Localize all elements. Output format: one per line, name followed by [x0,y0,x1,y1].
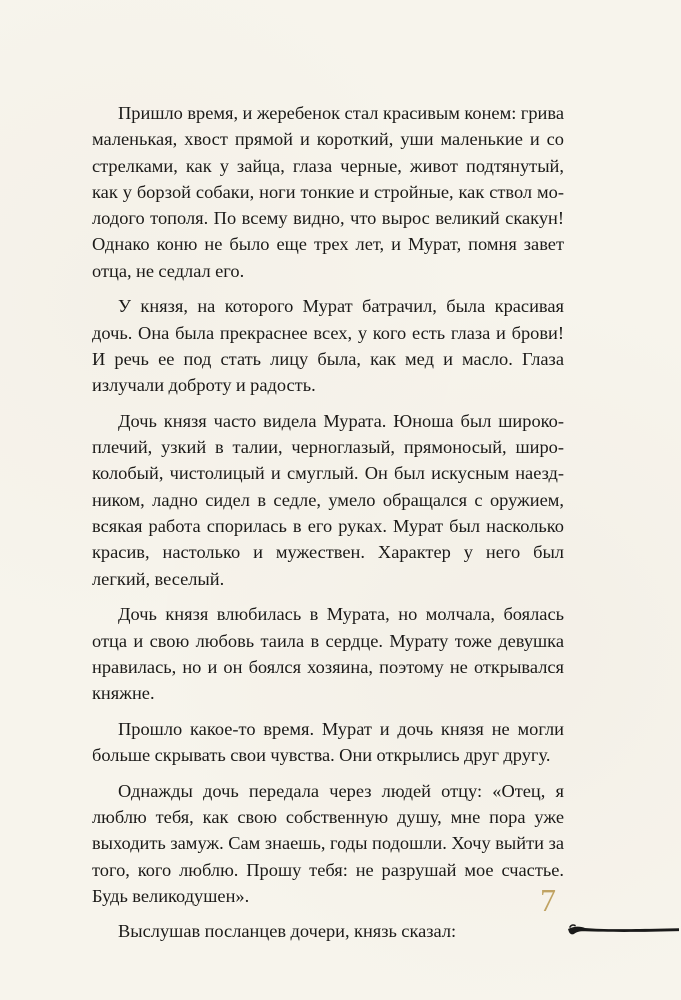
body-text [92,100,564,945]
paragraph-2: У князя, на которого Мурат батрачил, была красивая дочь. Она была прекраснее всех, у кого есть глаза и брови! И речь ее под стать лицу была, как мед и масло. Глаза излучали доброту и радость. [92,296,564,396]
paragraph-4: Дочь князя влюбилась в Мурата, но молчала, боялась отца и свою любовь таила в сердце. Мурату тоже девушка нравилась, но и он боялся хозяина, поэтому не открывался княжне. [92,604,564,704]
page-number: 7 [540,882,556,918]
brush-stroke-line-icon [566,921,681,939]
paragraph-1: Пришло время, и жеребенок стал красивым конем: грива маленькая, хвост прямой и короткий, уши маленькие и со стрелками, как у зайца, глаза черные, живот подтянутый, как у борзой собаки, ноги тонкие и стройные, как ствол молодого тополя. По всему видно, что вырос великий скакун! Однако коню не было еще трех лет, и Мурат, помня завет отца, не седлал его. [92,103,564,281]
paragraph-6: Однажды дочь передала через людей отцу: «Отец, я люблю тебя, как свою собственную душу, мне пора уже выходить замуж. Сам знаешь, годы подошли. Хочу выйти за того, кого люблю. Прошу тебя: не разрушай мое счастье. Будь великодушен». [92,780,564,906]
paragraph-3: Дочь князя часто видела Мурата. Юноша был широкоплечий, узкий в талии, черноглазый, прямоносый, широколобый, чистолицый и смуглый. Он был искусным наездником, ладно сидел в седле, умело обращался с оружием, всякая работа спорилась в его руках. Мурат был насколько красив, настолько и мужествен. Характер у него был легкий, веселый. [92,410,564,589]
paragraph-7: Выслушав посланцев дочери, князь сказал: [118,921,457,942]
paragraph-5: Прошло какое-то время. Мурат и дочь князя не могли больше скрывать свои чувства. Они открылись друг другу. [92,718,564,766]
